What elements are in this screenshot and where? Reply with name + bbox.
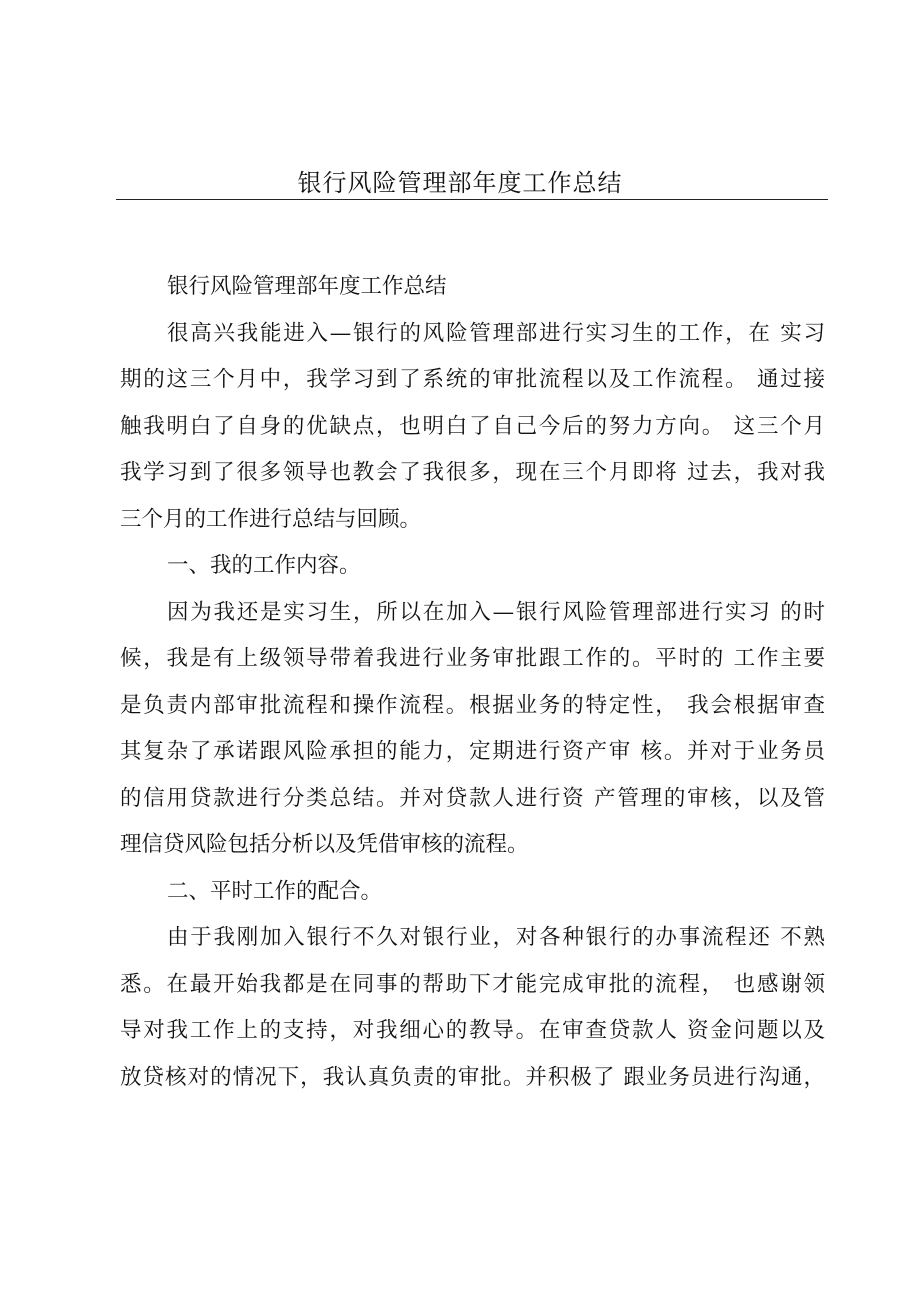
document-title: 银行风险管理部年度工作总结: [297, 169, 623, 197]
paragraph-line: 三个月的工作进行总结与回顾。: [120, 506, 422, 532]
paragraph-line: 导对我工作上的支持，对我细心的教导。在审查贷款人 资金问题以及: [120, 1018, 825, 1043]
paragraph-line: 触我明白了自身的优缺点，也明白了自己今后的努力方向。 这三个月: [120, 413, 825, 439]
title-underline: [116, 199, 828, 200]
paragraph-line: 期的这三个月中，我学习到了系统的审批流程以及工作流程。 通过接: [120, 367, 825, 392]
paragraph-line: 我学习到了很多领导也教会了我很多，现在三个月即将 过去，我对我: [120, 460, 825, 485]
paragraph-line: 理信贷风险包括分析以及凭借审核的流程。: [120, 832, 529, 857]
paragraph-line: 因为我还是实习生，所以在加入—银行风险管理部进行实习 的时: [167, 599, 825, 625]
paragraph-line: 的信用贷款进行分类总结。并对贷款人进行资 产管理的审核，以及管: [120, 785, 825, 811]
paragraph-line: 放贷核对的情况下，我认真负责的审批。并积极了 跟业务员进行沟通，: [120, 1064, 825, 1090]
paragraph-line: 由于我刚加入银行不久对银行业，对各种银行的办事流程还 不熟: [167, 925, 825, 950]
paragraph-line: 悉。在最开始我都是在同事的帮助下才能完成审批的流程， 也感谢领: [120, 971, 825, 997]
section-heading: 一、我的工作内容。: [167, 553, 361, 578]
body-subtitle: 银行风险管理部年度工作总结: [167, 274, 447, 299]
paragraph-line: 其复杂了承诺跟风险承担的能力，定期进行资产审 核。并对于业务员: [120, 739, 825, 764]
document-body: [120, 264, 825, 1101]
paragraph-line: 候，我是有上级领导带着我进行业务审批跟工作的。平时的 工作主要: [120, 646, 825, 671]
paragraph-line: 很高兴我能进入—银行的风险管理部进行实习生的工作，在 实习: [167, 320, 825, 346]
paragraph-line: 是负责内部审批流程和操作流程。根据业务的特定性， 我会根据审查: [120, 692, 825, 718]
section-heading: 二、平时工作的配合。: [167, 878, 383, 904]
